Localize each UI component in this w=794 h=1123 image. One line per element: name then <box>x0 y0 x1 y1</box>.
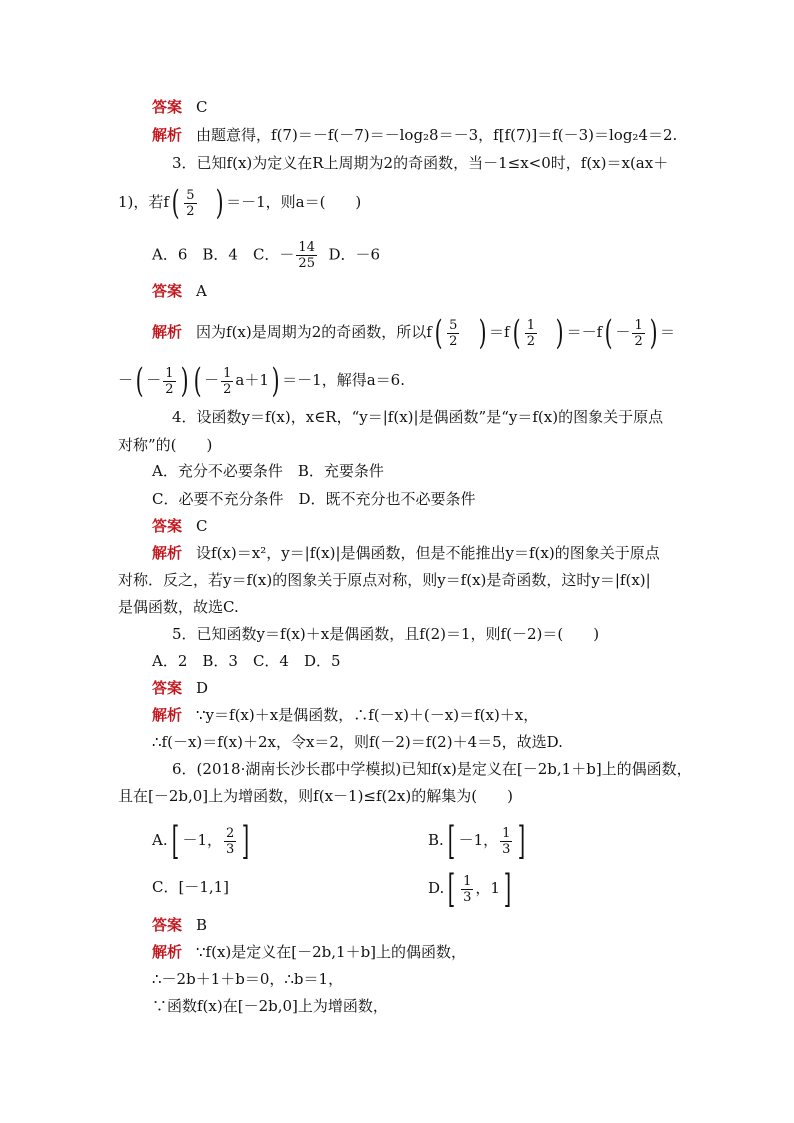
option-d <box>428 867 515 911</box>
question-text: 5．已知函数y＝f(x)＋x是偶函数，且f(2)＝1，则f(－2)＝( ) <box>172 625 600 643</box>
solution-text: ∴－2b＋1＋b＝0，∴b＝1， <box>152 970 344 988</box>
right-paren: ) <box>649 313 658 353</box>
solution-label: 解析 <box>152 323 183 341</box>
solution-line-4c <box>118 596 239 618</box>
answer-value: A <box>196 282 207 300</box>
solution-line-6c <box>152 995 388 1017</box>
question-text: 6．(2018·湖南长沙长郡中学模拟)已知f(x)是定义在[－2b,1＋b]上的偶函数， <box>172 760 692 778</box>
solution-text: － <box>615 323 631 341</box>
option-letter: B. <box>428 831 444 849</box>
question-text: 3．已知f(x)为定义在R上周期为2的奇函数，当－1≤x<0时，f(x)＝x(ax＋ <box>172 154 669 172</box>
solution-label: 解析 <box>152 706 183 724</box>
left-paren: ( <box>604 313 613 353</box>
numerator: 14 <box>298 240 315 255</box>
left-paren: ( <box>434 313 443 353</box>
numerator: 1 <box>463 873 472 889</box>
options-text: D．－6 <box>328 245 381 264</box>
solution-line-4b <box>118 569 651 591</box>
solution-line-6a <box>152 941 466 963</box>
solution-text: 因为f(x)是周期为2的奇函数，所以f <box>196 323 432 341</box>
option-letter: A. <box>152 831 168 849</box>
question-4-options-1 <box>152 460 384 482</box>
solution-line-3b <box>118 361 405 401</box>
option-c <box>152 876 229 898</box>
solution-label: 解析 <box>152 126 183 144</box>
right-paren: ) <box>271 361 280 401</box>
question-text: ＝－1，则a＝( ) <box>226 193 362 211</box>
right-paren: ) <box>180 361 189 401</box>
answer-value: C <box>196 98 208 116</box>
fraction-5-2 <box>184 188 196 219</box>
fraction-2-3 <box>224 826 236 857</box>
solution-text: ∵f(x)是定义在[－2b,1＋b]上的偶函数， <box>196 943 467 961</box>
fraction-1-3 <box>461 874 473 905</box>
right-paren: ) <box>215 183 224 223</box>
fraction-1-2 <box>632 318 644 349</box>
left-bracket: [ <box>447 867 456 911</box>
solution-line-6b <box>152 968 343 990</box>
solution-text: ∵y＝f(x)＋x是偶函数，∴f(－x)＋(－x)＝f(x)＋x， <box>196 706 539 724</box>
options-text: A．2 B．3 C．4 D．5 <box>152 652 341 670</box>
options-text: A．充分不必要条件 B．充要条件 <box>152 462 384 480</box>
option-b <box>428 819 529 863</box>
fraction-1-2 <box>525 318 537 349</box>
denominator: 2 <box>165 381 174 397</box>
fraction-14-25 <box>296 240 317 271</box>
answer-value: B <box>196 916 208 934</box>
solution-text: － <box>146 371 162 389</box>
numerator: 1 <box>223 365 232 381</box>
question-5-line-1 <box>172 623 599 645</box>
question-3-line-2 <box>118 183 362 223</box>
answer-label: 答案 <box>152 517 183 535</box>
question-5-options <box>152 650 341 672</box>
solution-label: 解析 <box>152 943 183 961</box>
answer-label: 答案 <box>152 916 183 934</box>
solution-line-5b <box>152 731 563 753</box>
solution-label: 解析 <box>152 544 183 562</box>
numerator: 2 <box>225 825 235 841</box>
solution-text: 是偶函数，故选C. <box>118 598 239 616</box>
solution-text: － <box>204 371 220 389</box>
question-text: 4．设函数y＝f(x)，x∈R，“y＝|f(x)|是偶函数”是“y＝f(x)的图象关于原点 <box>172 408 664 426</box>
right-bracket: ] <box>241 819 250 863</box>
options-text: C．必要不充分条件 D．既不充分也不必要条件 <box>152 490 476 508</box>
fraction-1-2 <box>163 366 175 397</box>
denominator: 3 <box>463 889 472 905</box>
option-text: ，1 <box>475 879 500 897</box>
solution-text: 由题意得，f(7)＝－f(－7)＝－log₂8＝－3，f[f(7)]＝f(－3)＝log₂4＝2. <box>196 126 678 144</box>
question-4-line-2 <box>118 434 212 456</box>
right-bracket: ] <box>518 819 526 863</box>
answer-line-4 <box>152 515 208 537</box>
fraction-5-2 <box>447 318 459 349</box>
denominator: 2 <box>223 381 232 397</box>
right-paren: ) <box>556 313 564 353</box>
answer-line-2 <box>152 96 208 118</box>
answer-line-6 <box>152 914 207 936</box>
question-text: 且在[－2b,0]上为增函数，则f(x－1)≤f(2x)的解集为( ) <box>118 787 513 805</box>
question-3-line-1 <box>172 152 668 174</box>
right-bracket: ] <box>503 867 512 911</box>
option-text: －1， <box>182 831 222 849</box>
denominator: 25 <box>298 256 315 271</box>
left-bracket: [ <box>171 819 179 863</box>
numerator: 1 <box>165 365 174 381</box>
denominator: 2 <box>634 333 643 349</box>
option-a <box>152 819 253 863</box>
solution-text: 对称．反之，若y＝f(x)的图象关于原点对称，则y＝f(x)是奇函数，这时y＝|f(x)| <box>118 571 651 589</box>
solution-text: ＝－f <box>566 323 603 341</box>
answer-label: 答案 <box>152 98 183 116</box>
left-paren: ( <box>512 313 521 353</box>
question-6-line-2 <box>118 785 513 807</box>
answer-line-5 <box>152 677 208 699</box>
answer-value: C <box>196 517 208 535</box>
option-text: C．[－1,1] <box>152 878 230 896</box>
left-paren: ( <box>171 183 180 223</box>
fraction-1-2 <box>221 366 233 397</box>
solution-line-3a <box>152 313 676 353</box>
left-paren: ( <box>193 361 202 401</box>
solution-line-2 <box>152 124 677 146</box>
question-6-line-1 <box>172 758 692 780</box>
answer-label: 答案 <box>152 282 183 300</box>
denominator: 2 <box>186 203 195 219</box>
question-text: 1)，若f <box>118 193 169 211</box>
solution-text: ＝f <box>488 323 510 341</box>
denominator: 2 <box>449 333 458 349</box>
solution-text: 设f(x)＝x²，y＝|f(x)|是偶函数，但是不能推出y＝f(x)的图象关于原点 <box>196 544 660 562</box>
numerator: 1 <box>634 317 643 333</box>
denominator: 3 <box>225 841 235 857</box>
option-letter: D. <box>428 879 445 897</box>
right-paren: ) <box>478 313 487 353</box>
solution-text: ∵函数f(x)在[－2b,0]上为增函数， <box>152 997 388 1015</box>
solution-text: ∴f(－x)＝f(x)＋2x，令x＝2，则f(－2)＝f(2)＋4＝5，故选D. <box>152 733 563 751</box>
numerator: 5 <box>449 317 458 333</box>
numerator: 5 <box>186 187 195 203</box>
fraction-1-3 <box>500 826 512 857</box>
answer-value: D <box>196 679 209 697</box>
answer-line-3 <box>152 280 207 302</box>
numerator: 1 <box>526 317 536 333</box>
left-bracket: [ <box>447 819 455 863</box>
question-text: 对称”的( ) <box>118 436 213 454</box>
solution-text: ＝ <box>660 323 676 341</box>
solution-text: － <box>118 371 134 389</box>
solution-line-4a <box>152 542 660 564</box>
solution-line-5a <box>152 704 538 726</box>
question-3-options <box>152 240 380 271</box>
solution-text: a＋1 <box>235 371 269 389</box>
question-4-line-1 <box>172 406 663 428</box>
solution-text: ＝－1，解得a＝6. <box>282 371 405 389</box>
options-text: A．6 B．4 C．－ <box>152 245 295 264</box>
denominator: 3 <box>502 841 511 857</box>
answer-label: 答案 <box>152 679 183 697</box>
numerator: 1 <box>502 825 511 841</box>
denominator: 2 <box>526 333 536 349</box>
question-4-options-2 <box>152 488 476 510</box>
left-paren: ( <box>135 361 144 401</box>
option-text: －1， <box>458 831 499 849</box>
